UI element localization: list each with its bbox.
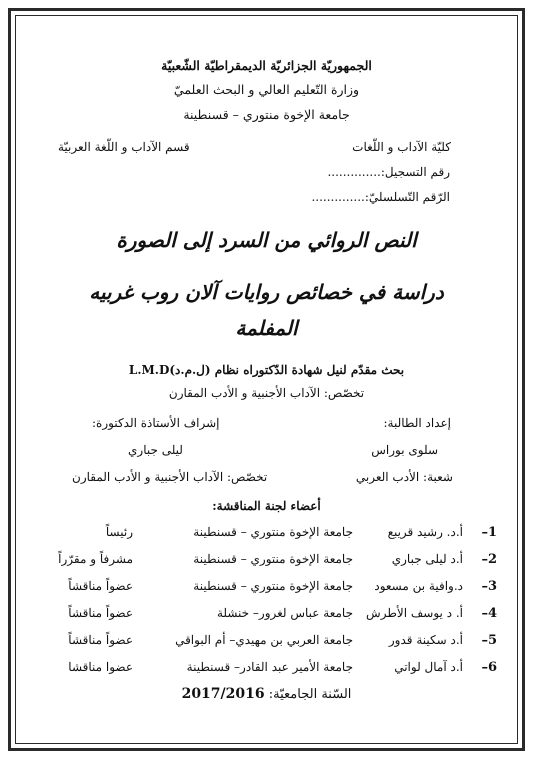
- member-role: عضواً مناقشاً: [68, 579, 133, 593]
- member-university: جامعة الأمير عبد القادر– قسنطينة: [186, 660, 353, 674]
- committee-member-row: [20, 606, 513, 622]
- branch: شعبة: الأدب العربي: [355, 470, 453, 484]
- committee-member-row: [20, 552, 513, 568]
- registration-number: رقم التسجيل:..............: [327, 165, 450, 179]
- member-role: عضواً مناقشاً: [68, 606, 133, 620]
- academic-year-label: السّنة الجامعيّة:: [268, 687, 352, 702]
- thesis-title-line-2: دراسة في خصائص روايات آلان روب غربيه: [89, 280, 444, 304]
- member-name: د.وافية بن مسعود: [374, 579, 463, 593]
- member-university: جامعة الإخوة منتوري – قسنطينة: [193, 525, 353, 539]
- member-role: مشرفاً و مقرّراً: [58, 552, 133, 566]
- member-role: عضواً مناقشاً: [68, 633, 133, 647]
- committee-member-row: [20, 525, 513, 541]
- degree-statement: بحث مقدّم لنيل شهادة الدّكتوراه نظام (ل.م.د)L.M.D: [128, 363, 405, 377]
- member-name: أ.د سكينة قدور: [388, 633, 463, 647]
- member-role: رئيساً: [105, 525, 133, 539]
- academic-year: [20, 686, 513, 702]
- member-number: 5–: [481, 633, 497, 648]
- member-university: جامعة العربي بن مهيدي– أم البواقي: [175, 633, 353, 647]
- republic-line: الجمهوريّة الجزائريّة الديمقراطيّة الشّعبيّة: [161, 58, 372, 73]
- serial-number: الرّقم التّسلسليّ:..............: [311, 190, 450, 204]
- thesis-title-line-3: المفلمة: [235, 316, 298, 340]
- member-number: 4–: [481, 606, 497, 621]
- committee-heading: أعضاء لجنة المناقشة:: [212, 499, 321, 513]
- supervisor-label: إشراف الأستاذة الدكتورة:: [92, 416, 220, 430]
- member-number: 6–: [481, 660, 497, 675]
- member-university: جامعة عباس لغرور– خنشلة: [216, 606, 353, 620]
- member-name: أ.د آمال لواتي: [394, 660, 463, 674]
- member-role: عضوا مناقشا: [68, 660, 133, 674]
- college-name: كليّة الآداب و اللّغات: [352, 140, 451, 154]
- member-number: 1–: [481, 525, 497, 540]
- member-number: 3–: [481, 579, 497, 594]
- supervisor-name: ليلى جباري: [128, 443, 183, 457]
- member-number: 2–: [481, 552, 497, 567]
- member-university: جامعة الإخوة منتوري – قسنطينة: [193, 552, 353, 566]
- committee-member-row: [20, 660, 513, 676]
- ministry-line: وزارة التّعليم العالي و البحث العلميّ: [173, 82, 360, 97]
- department-name: قسم الآداب و اللّغة العربيّة: [58, 140, 190, 154]
- university-line: جامعة الإخوة منتوري – قسنطينة: [183, 107, 350, 122]
- committee-member-row: [20, 579, 513, 595]
- thesis-title-line-1: النص الروائي من السرد إلى الصورة: [116, 228, 417, 252]
- committee-member-row: [20, 633, 513, 649]
- prepared-by-label: إعداد الطالبة:: [383, 416, 451, 430]
- student-name: سلوى بوراس: [371, 443, 438, 457]
- member-name: أ.د ليلى جباري: [391, 552, 463, 566]
- member-name: أ.د. رشيد قريبع: [387, 525, 463, 539]
- member-university: جامعة الإخوة منتوري – قسنطينة: [193, 579, 353, 593]
- member-name: أ. د يوسف الأطرش: [366, 606, 463, 620]
- document-page: [20, 18, 513, 740]
- academic-year-value: 2017/2016: [181, 686, 265, 702]
- specialty: تخصّص: الآداب الأجنبية و الأدب المقارن: [72, 470, 268, 484]
- degree-specialty: تخصّص: الآداب الأجنبية و الأدب المقارن: [168, 386, 365, 400]
